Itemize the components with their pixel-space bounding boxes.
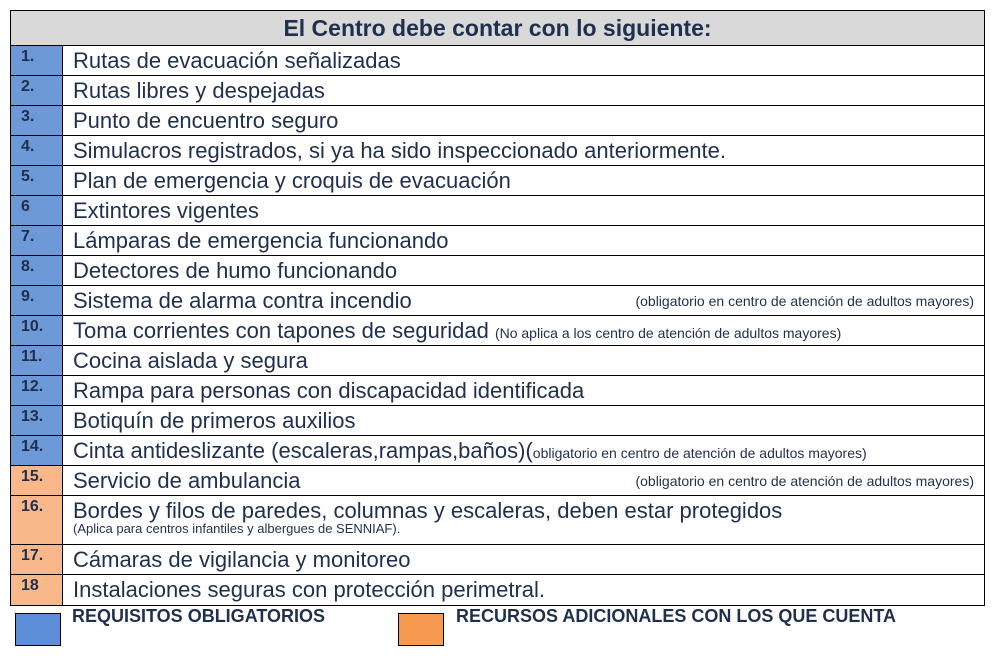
item-number: 13. [11,406,63,435]
item-number: 2. [11,76,63,105]
item-text: Sistema de alarma contra incendio [73,288,412,313]
item-text: Rutas libres y despejadas [73,78,325,103]
item-number: 15. [11,466,63,495]
item-text: Rutas de evacuación señalizadas [73,48,401,73]
table-row [11,406,984,436]
table-row [11,545,984,575]
item-number: 5. [11,166,63,195]
item-number: 9. [11,286,63,315]
item-note: (No aplica a los centro de atención de adultos mayores) [494,325,842,341]
item-cell [63,286,984,315]
item-text: Punto de encuentro seguro [73,108,339,133]
item-cell [63,496,984,544]
table-row [11,436,984,466]
item-text: Botiquín de primeros auxilios [73,408,356,433]
table-row [11,76,984,106]
table-row [11,575,984,605]
item-text: Cinta antideslizante (escaleras,rampas,baños)( [73,438,533,463]
item-number: 6 [11,196,63,225]
item-text: Detectores de humo funcionando [73,258,398,283]
legend-swatch-additional [398,613,444,646]
legend-swatch-mandatory [15,613,61,646]
item-number: 8. [11,256,63,285]
table-row [11,256,984,286]
table-row [11,196,984,226]
item-number: 16. [11,496,63,544]
item-number: 3. [11,106,63,135]
table-row [11,316,984,346]
item-number: 12. [11,376,63,405]
item-text: Servicio de ambulancia [73,468,301,493]
item-cell [63,436,984,465]
table-row [11,286,984,316]
item-number: 7. [11,226,63,255]
item-number: 14. [11,436,63,465]
legend [0,606,993,656]
item-number: 18 [11,575,63,605]
item-text: Cocina aislada y segura [73,348,308,373]
item-number: 1. [11,46,63,75]
item-text: Lámparas de emergencia funcionando [73,228,449,253]
item-text: Plan de emergencia y croquis de evacuación [73,168,511,193]
legend-label-mandatory: REQUISITOS OBLIGATORIOS [72,606,326,626]
item-text: Toma corrientes con tapones de seguridad [73,318,489,343]
item-text: Simulacros registrados, si ya ha sido inspeccionado anteriormente. [73,138,726,163]
item-text: Instalaciones seguras con protección perimetral. [73,577,546,602]
table-row [11,346,984,376]
table-row [11,226,984,256]
table-row [11,466,984,496]
table-row [11,376,984,406]
item-number: 4. [11,136,63,165]
table-row [11,46,984,76]
item-text: Cámaras de vigilancia y monitoreo [73,547,411,572]
item-number: 11. [11,346,63,375]
item-note: obligatorio en centro de atención de adultos mayores) [532,445,867,461]
legend-label-additional: RECURSOS ADICIONALES CON LOS QUE CUENTA [456,606,897,626]
item-note: (obligatorio en centro de atención de adultos mayores) [635,473,974,489]
table-row [11,106,984,136]
table-row [11,136,984,166]
item-note: (Aplica para centros infantiles y albergues de SENNIAF). [73,521,401,536]
item-note: (obligatorio en centro de atención de adultos mayores) [635,293,974,309]
item-text: Rampa para personas con discapacidad identificada [73,378,585,403]
item-text: Bordes y filos de paredes, columnas y escaleras, deben estar protegidos [73,498,783,523]
item-number: 10. [11,316,63,345]
table-title: El Centro debe contar con lo siguiente: [11,11,984,46]
table-row [11,166,984,196]
checklist-table [10,10,985,606]
item-number: 17. [11,545,63,574]
item-text: Extintores vigentes [73,198,259,223]
table-row [11,496,984,545]
item-cell [63,316,984,345]
item-cell [63,466,984,495]
